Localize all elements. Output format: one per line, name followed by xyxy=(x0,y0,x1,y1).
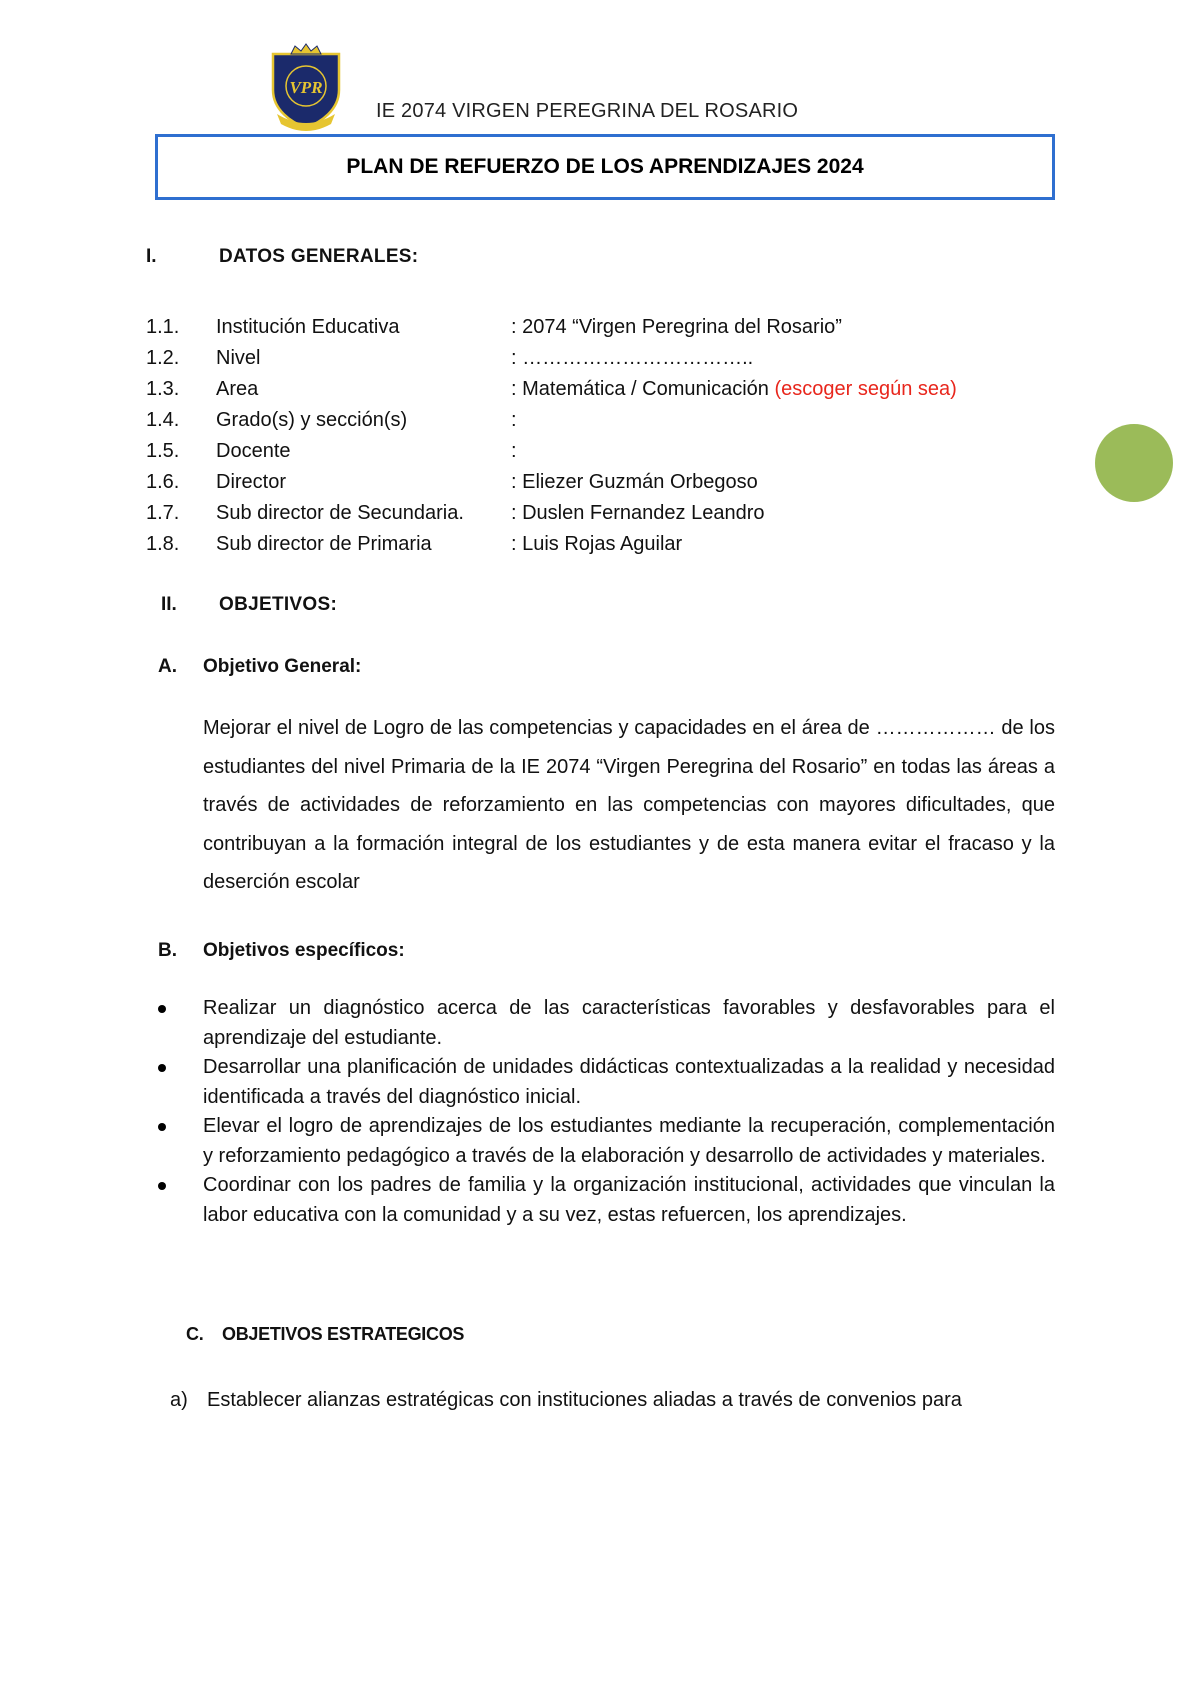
general-objective-title: Objetivo General: xyxy=(203,656,362,677)
row-note: (escoger según sea) xyxy=(774,378,957,400)
row-value: : Matemática / Comunicación xyxy=(511,378,769,400)
list-item-text: Elevar el logro de aprendizajes de los estudiantes mediante la recuperación, complementación y reforzamiento pedagógico a través de la elaboración y desarrollo de actividades y materiales. xyxy=(203,1115,1055,1167)
row-number: 1.2. xyxy=(146,347,180,369)
row-label: Institución Educativa xyxy=(216,316,400,338)
strategic-item-marker: a) xyxy=(170,1389,188,1411)
row-label: Sub director de Secundaria. xyxy=(216,502,464,524)
strategic-objectives-title: OBJETIVOS ESTRATEGICOS xyxy=(222,1324,465,1344)
row-value: : Eliezer Guzmán Orbegoso xyxy=(511,471,758,493)
school-name-header: IE 2074 VIRGEN PEREGRINA DEL ROSARIO xyxy=(376,100,799,122)
section-1-title: DATOS GENERALES: xyxy=(219,246,419,267)
row-value: : Duslen Fernandez Leandro xyxy=(511,502,765,524)
specific-objectives-letter: B. xyxy=(158,940,177,961)
general-data-row xyxy=(146,499,1046,527)
bullet-icon xyxy=(158,1064,166,1072)
specific-objectives-list xyxy=(158,994,1055,1230)
row-label: Area xyxy=(216,378,259,400)
bullet-icon xyxy=(158,1123,166,1131)
row-label: Docente xyxy=(216,440,291,462)
row-value: : xyxy=(511,409,517,431)
row-label: Nivel xyxy=(216,347,261,369)
general-data-row xyxy=(146,406,1046,434)
row-number: 1.6. xyxy=(146,471,180,493)
specific-objectives-title: Objetivos específicos: xyxy=(203,940,405,961)
general-data-row xyxy=(146,437,1046,465)
row-value: : xyxy=(511,440,517,462)
strategic-objectives-letter: C. xyxy=(186,1324,204,1344)
row-value-group xyxy=(511,375,957,403)
list-item xyxy=(158,1112,1055,1171)
decorative-green-circle xyxy=(1095,424,1173,502)
row-label: Sub director de Primaria xyxy=(216,533,432,555)
logo-monogram: VPR xyxy=(289,78,323,97)
list-item-text: Desarrollar una planificación de unidades didácticas contextualizadas a la realidad y necesidad identificada a través del diagnóstico inicial. xyxy=(203,1056,1055,1108)
general-data-row xyxy=(146,468,1046,496)
list-item-text: Realizar un diagnóstico acerca de las características favorables y desfavorables para el aprendizaje del estudiante. xyxy=(203,997,1055,1049)
section-1-number: I. xyxy=(146,246,157,267)
section-2-title: OBJETIVOS: xyxy=(219,594,338,615)
row-value: : Luis Rojas Aguilar xyxy=(511,533,683,555)
row-value: : 2074 “Virgen Peregrina del Rosario” xyxy=(511,316,842,338)
row-label: Grado(s) y sección(s) xyxy=(216,409,408,431)
document-title-box xyxy=(155,134,1055,200)
row-number: 1.1. xyxy=(146,316,180,338)
general-objective-text: Mejorar el nivel de Logro de las competencias y capacidades en el área de ……………… de los estudiantes del nivel Primaria de la IE 2074 “Virgen Peregrina del Rosario” en todas las áreas a través de actividades de reforzamiento en las competencias con mayores dificultades, que contribuyan a la formación integral de los estudiantes y de esta manera evitar el fracaso y la deserción escolar xyxy=(203,717,1055,893)
general-data-row xyxy=(146,530,1046,558)
list-item xyxy=(158,1053,1055,1112)
row-number: 1.3. xyxy=(146,378,180,400)
list-item xyxy=(158,1171,1055,1230)
row-number: 1.4. xyxy=(146,409,180,431)
general-objective-letter: A. xyxy=(158,656,177,677)
school-crest-logo xyxy=(269,42,343,132)
row-value: : …………………………….. xyxy=(511,347,754,369)
bullet-icon xyxy=(158,1005,166,1013)
general-data-row xyxy=(146,313,1046,341)
document-title: PLAN DE REFUERZO DE LOS APRENDIZAJES 2024 xyxy=(346,155,864,178)
row-number: 1.7. xyxy=(146,502,180,524)
section-2-number: II. xyxy=(161,594,177,615)
general-data-row xyxy=(146,344,1046,372)
list-item xyxy=(158,994,1055,1053)
bullet-icon xyxy=(158,1182,166,1190)
strategic-item-text: Establecer alianzas estratégicas con instituciones aliadas a través de convenios para xyxy=(207,1389,962,1411)
row-number: 1.8. xyxy=(146,533,180,555)
row-number: 1.5. xyxy=(146,440,180,462)
row-label: Director xyxy=(216,471,287,493)
general-data-row xyxy=(146,375,1046,403)
list-item-text: Coordinar con los padres de familia y la organización institucional, actividades que vinculan la labor educativa con la comunidad y a su vez, estas refuercen, los aprendizajes. xyxy=(203,1174,1055,1226)
